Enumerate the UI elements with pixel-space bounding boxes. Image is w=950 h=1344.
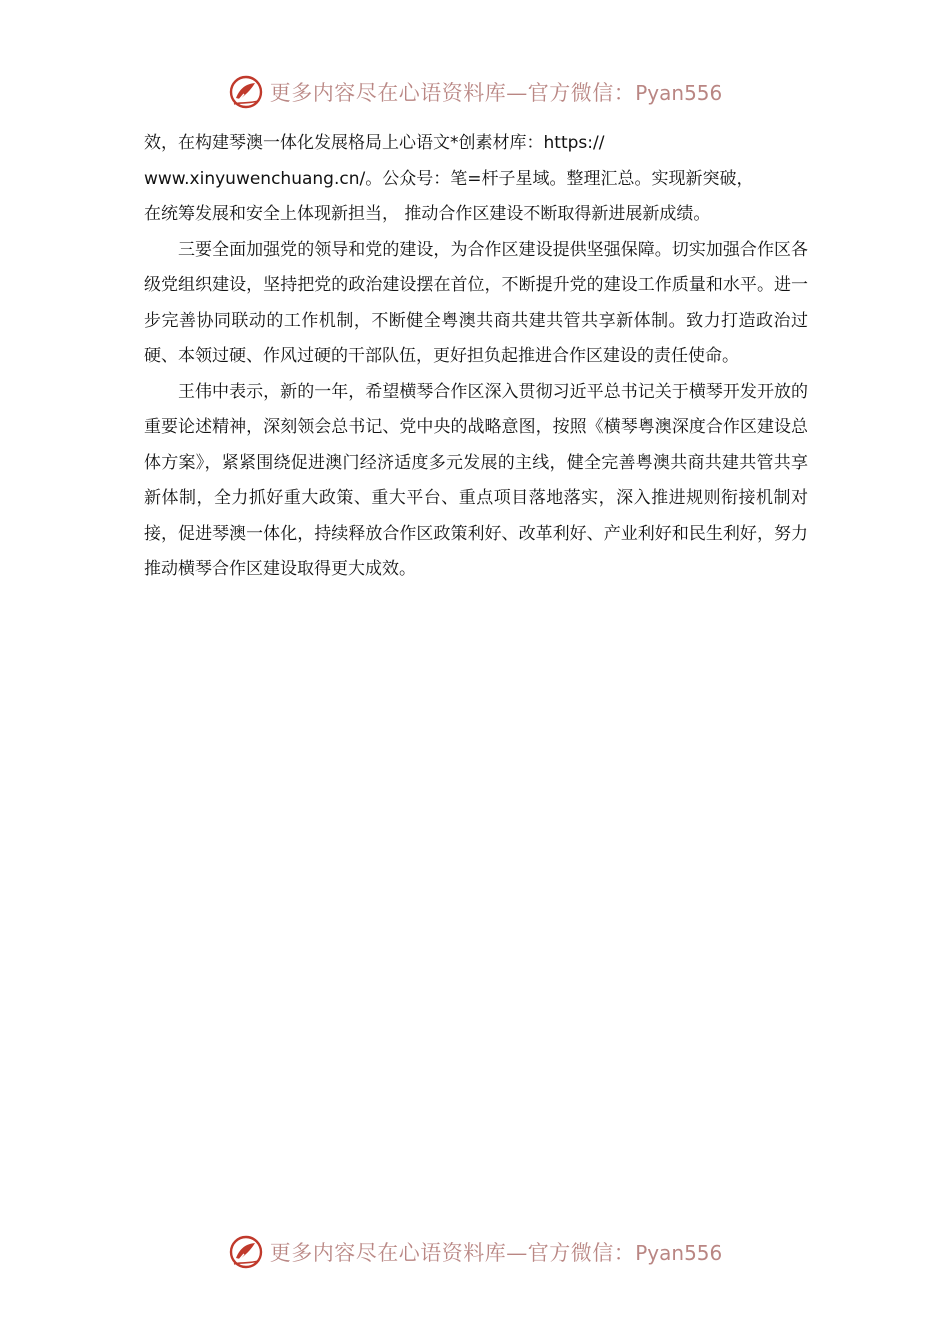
watermark-id: Pyan556: [635, 1241, 723, 1265]
watermark-text: 更多内容尽在心语资料库—官方微信：: [269, 81, 636, 105]
paragraph-1: [144, 126, 808, 233]
header-watermark: [0, 72, 950, 112]
watermark-text: 更多内容尽在心语资料库—官方微信：: [269, 1241, 636, 1265]
document-body: [144, 126, 808, 588]
pen-nib-logo-icon: [228, 74, 264, 110]
watermark-id: Pyan556: [635, 81, 723, 105]
pen-nib-logo-icon: [228, 1234, 264, 1270]
paragraph-1-line-2: www.xinyuwenchuang.cn/。公众号：笔=杆子星域。整理汇总。实现新突破，: [144, 168, 754, 189]
paragraph-1-line-3: 在统筹发展和安全上体现新担当， 推动合作区建设不断取得新进展新成绩。: [144, 204, 711, 224]
footer-watermark: [0, 1232, 950, 1272]
paragraph-1-line-1: 效，在构建琴澳一体化发展格局上心语文*创素材库：https://: [144, 133, 605, 153]
paragraph-3: 王伟中表示，新的一年，希望横琴合作区深入贯彻习近平总书记关于横琴开发开放的重要论述精神，深刻领会总书记、党中央的战略意图，按照《横琴粤澳深度合作区建设总体方案》，紧紧围绕促进澳门经济适度多元发展的主线，健全完善粤澳共商共建共管共享新体制，全力抓好重大政策、重大平台、重点项目落地落实，深入推进规则衔接机制对接，促进琴澳一体化，持续释放合作区政策利好、改革利好、产业利好和民生利好，努力推动横琴合作区建设取得更大成效。: [144, 381, 808, 579]
paragraph-2: 三要全面加强党的领导和党的建设，为合作区建设提供坚强保障。切实加强合作区各级党组织建设，坚持把党的政治建设摆在首位，不断提升党的建设工作质量和水平。进一步完善协同联动的工作机制，不断健全粤澳共商共建共管共享新体制。致力打造政治过硬、本领过硬、作风过硬的干部队伍，更好担负起推进合作区建设的责任使命。: [144, 239, 808, 366]
